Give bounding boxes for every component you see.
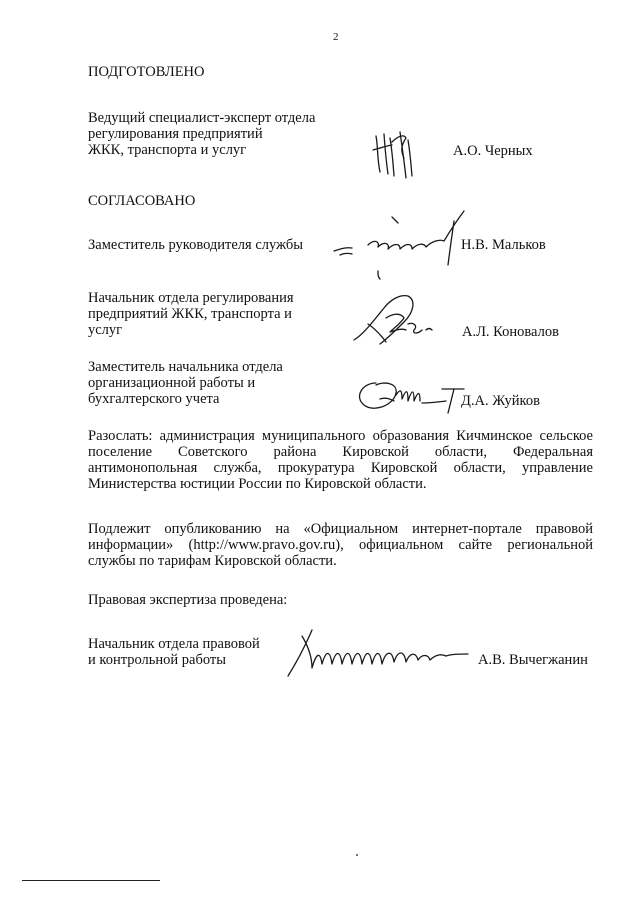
signer-position-konovalov: Начальник отдела регулирования предприятий ЖКК, транспорта и услуг bbox=[88, 290, 294, 338]
signature-konovalov bbox=[344, 290, 436, 354]
legal-review-position: Начальник отдела правовой и контрольной работы bbox=[88, 636, 260, 668]
prepared-position: Ведущий специалист-эксперт отдела регулирования предприятий ЖКК, транспорта и услуг bbox=[88, 110, 316, 158]
signer-position-malkov: Заместитель руководителя службы bbox=[88, 237, 304, 253]
signer-name-zhuikov: Д.А. Жуйков bbox=[461, 393, 540, 409]
signature-vychegzhanin bbox=[282, 624, 472, 680]
signature-zhuikov bbox=[350, 375, 470, 417]
agreed-heading: СОГЛАСОВАНО bbox=[88, 193, 196, 209]
page-number: 2 bbox=[333, 31, 339, 43]
publication-text: Подлежит опубликованию на «Официальном интернет-портале правовой информации» (http://www.pravo.gov.ru), официальном сайте региональной службы по тарифам Кировской области. bbox=[88, 521, 593, 569]
signature-chernykh bbox=[370, 128, 418, 182]
legal-review-name: А.В. Вычегжанин bbox=[478, 652, 588, 668]
legal-review-statement: Правовая экспертиза проведена: bbox=[88, 592, 288, 608]
distribution-text: Разослать: администрация муниципального образования Кичминское сельское поселение Советского района Кировской области, Федеральная антимонопольная служба, прокуратура Кировской области, управление Министерства юстиции России по Кировской области. bbox=[88, 428, 593, 492]
footnote-separator bbox=[22, 880, 160, 881]
signature-malkov bbox=[328, 205, 470, 281]
prepared-name: А.О. Черных bbox=[453, 143, 533, 159]
signer-name-konovalov: А.Л. Коновалов bbox=[462, 324, 559, 340]
prepared-heading: ПОДГОТОВЛЕНО bbox=[88, 64, 205, 80]
signer-name-malkov: Н.В. Мальков bbox=[461, 237, 546, 253]
scan-dot bbox=[356, 854, 358, 856]
signer-position-zhuikov: Заместитель начальника отдела организационной работы и бухгалтерского учета bbox=[88, 359, 283, 407]
